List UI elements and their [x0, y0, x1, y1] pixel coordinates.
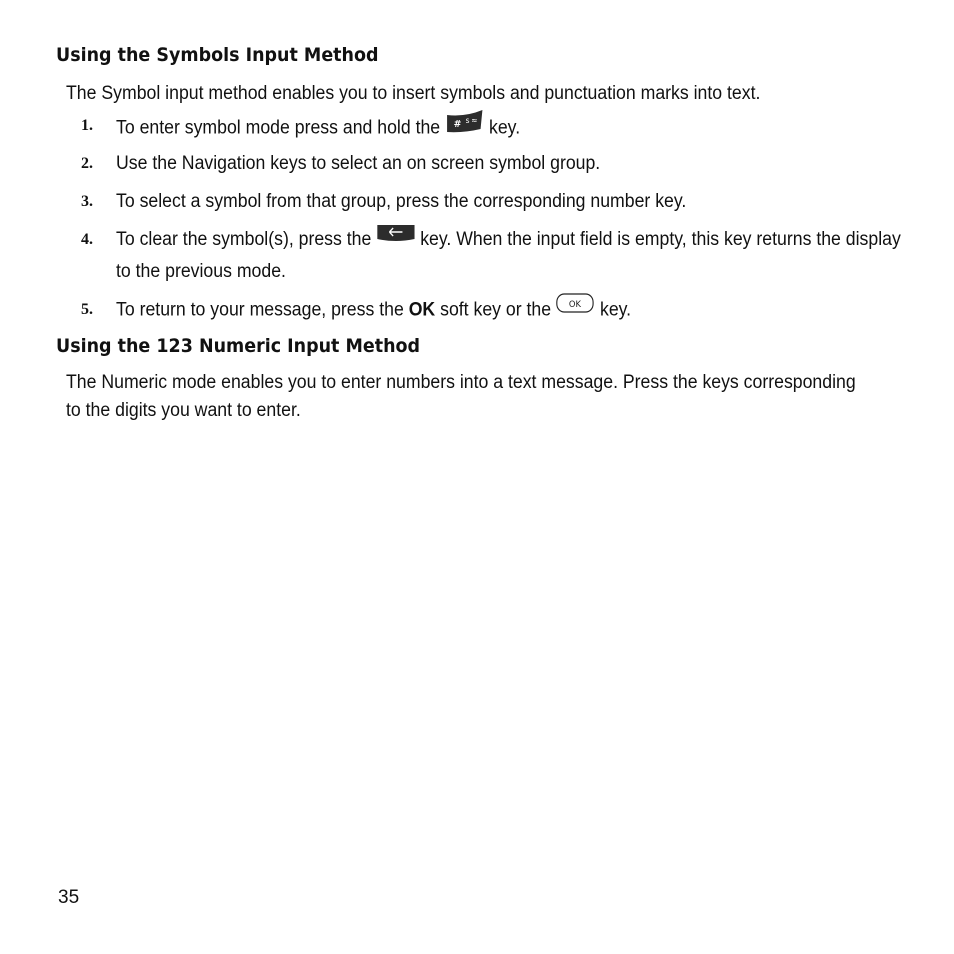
- section-heading-numeric: Using the 123 Numeric Input Method: [56, 335, 421, 357]
- svg-text:≈: ≈: [471, 115, 478, 126]
- svg-text:ꜱ: ꜱ: [465, 115, 470, 126]
- section-heading-symbols: Using the Symbols Input Method: [56, 44, 379, 66]
- page-number: 35: [58, 887, 80, 908]
- step-text: To enter symbol mode press and hold the # ꜱ ≈ key.: [116, 110, 902, 147]
- hash-key-icon: [445, 108, 484, 145]
- ok-key-icon: [556, 292, 595, 325]
- svg-text:OK: OK: [569, 299, 582, 311]
- numeric-body-paragraph: The Numeric mode enables you to enter numbers into a text message. Press the keys corresponding to the digits you want to enter.: [66, 372, 856, 421]
- svg-text:#: #: [453, 118, 462, 131]
- step-number: 2.: [81, 155, 93, 172]
- step-number: 1.: [81, 117, 93, 134]
- clear-back-key-icon: [376, 222, 415, 254]
- step-text: Use the Navigation keys to select an on screen symbol group.: [116, 153, 601, 174]
- step-number: 4.: [81, 231, 93, 248]
- step-text: To select a symbol from that group, press the corresponding number key.: [116, 191, 687, 212]
- ok-soft-key-label: OK: [408, 299, 436, 321]
- step-text: To return to your message, press the OK soft key or the OK key.: [116, 294, 902, 327]
- step-number: 3.: [81, 193, 93, 210]
- step-number: 5.: [81, 301, 93, 318]
- step-text: To clear the symbol(s), press the key. When the input field is empty, this key returns the display to the previous mode.: [116, 224, 907, 288]
- symbols-intro-paragraph: The Symbol input method enables you to insert symbols and punctuation marks into text.: [66, 83, 761, 104]
